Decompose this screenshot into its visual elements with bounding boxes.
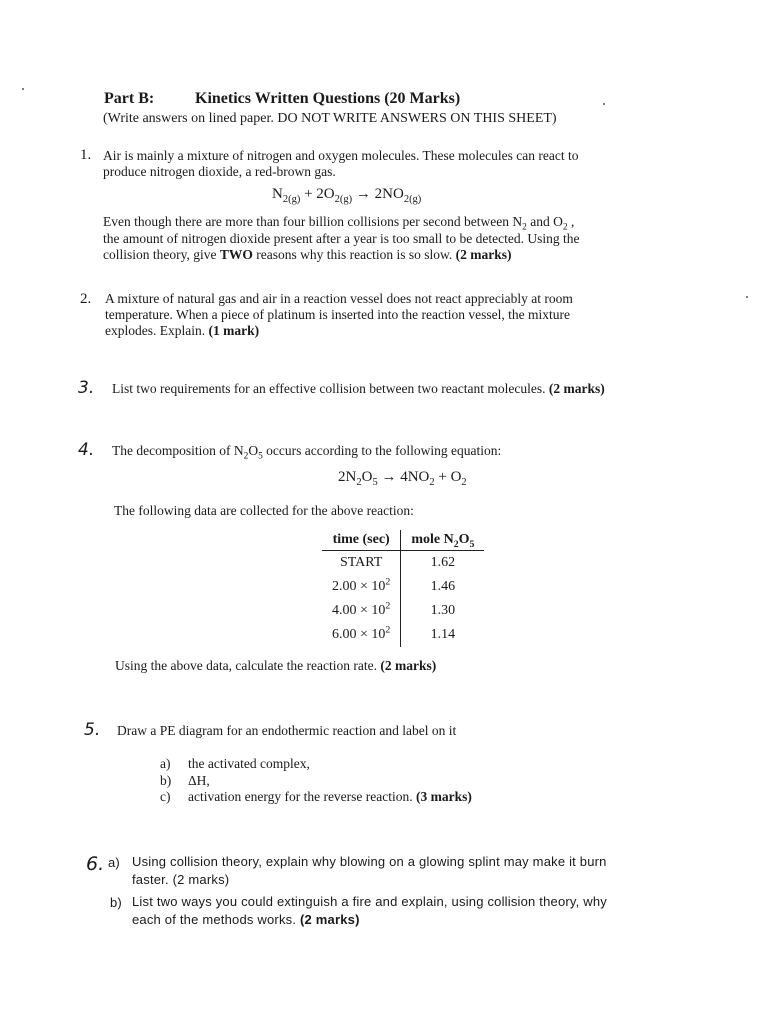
data-table-wrap	[322, 530, 484, 647]
q4-marks: (2 marks)	[380, 658, 437, 673]
q5-text: Draw a PE diagram for an endothermic reaction and label on it	[117, 723, 457, 738]
table-cell-time: $2.00 \times 10^2$	[322, 575, 401, 599]
q1-line4: the amount of nitrogen dioxide present after a year is too small to be detected. Using the	[103, 231, 580, 246]
q6-number: 6.	[86, 853, 105, 875]
table-cell-mole: 1.46	[430, 579, 456, 594]
table-row	[322, 551, 484, 576]
table-cell-time: $6.00 \times 10^2$	[322, 623, 401, 647]
q6-a-line1: Using collision theory, explain why blowing on a glowing splint may make it burn	[132, 854, 607, 869]
q6-b-line1: List two ways you could extinguish a fire and explain, using collision theory, why	[132, 894, 608, 909]
table-cell-mole: 1.30	[430, 603, 456, 618]
q6-a-label: a)	[108, 855, 120, 870]
q1-number: 1.	[80, 147, 92, 163]
q4-number: 4.	[78, 440, 95, 460]
q4-question: Using the above data, calculate the reaction rate. (2 marks)	[115, 658, 437, 673]
q6-a-line2: faster. (2 marks)	[132, 872, 230, 887]
q5-marks: (3 marks)	[416, 789, 472, 804]
q6-b-label: b)	[110, 895, 122, 910]
q4-intro: The decomposition of $N_2O_5$ occurs according to the following equation:	[112, 443, 502, 462]
q3-number: 3.	[78, 378, 95, 398]
q4-data-intro: The following data are collected for the above reaction:	[114, 503, 414, 518]
q2-line1: A mixture of natural gas and air in a reaction vessel does not react appreciably at room	[105, 291, 573, 306]
table-header-time: time (sec)	[322, 530, 401, 551]
table-row	[322, 623, 484, 647]
part-label: Part B:	[104, 90, 155, 107]
q5-item-a: a) the activated complex,	[160, 756, 310, 771]
table-row	[322, 575, 484, 599]
q5-item-b: b) ΔH,	[160, 773, 210, 788]
q1-marks: (2 marks)	[455, 247, 512, 262]
instructions: (Write answers on lined paper. DO NOT WRITE ANSWERS ON THIS SHEET)	[103, 111, 557, 126]
table-cell-mole: 1.14	[430, 627, 456, 642]
q1-line2: produce nitrogen dioxide, a red-brown gas.	[103, 164, 336, 179]
q2-line2: temperature. When a piece of platinum is inserted into the reaction vessel, the mixture	[105, 307, 570, 322]
scan-speck	[603, 103, 605, 105]
q1-line5: collision theory, give TWO reasons why this reaction is so slow. (2 marks)	[103, 247, 512, 262]
q1-line1: Air is mainly a mixture of nitrogen and oxygen molecules. These molecules can react to	[103, 148, 579, 163]
data-table	[322, 530, 484, 647]
table-cell-mole: 1.62	[430, 555, 456, 570]
q5-item-c: c) activation energy for the reverse reaction. (3 marks)	[160, 789, 472, 804]
q6-b-line2: each of the methods works. (2 marks)	[132, 912, 360, 927]
q1-equation: $N_{2(g)} + 2O_{2(g)} \to 2NO_{2(g)}$	[272, 186, 422, 205]
q2-number: 2.	[80, 291, 92, 307]
q3-marks: (2 marks)	[548, 381, 605, 396]
q5-number: 5.	[84, 720, 101, 740]
page-title: Kinetics Written Questions (20 Marks)	[195, 90, 461, 107]
table-header-mole: mole $N_2O_5$	[401, 530, 485, 551]
scan-speck	[22, 88, 24, 90]
q4-equation: $2N_2O_5 \to 4NO_2 + O_2$	[338, 469, 467, 488]
q2-line3: explodes. Explain. (1 mark)	[105, 323, 260, 338]
scan-speck	[746, 296, 748, 298]
table-row	[322, 599, 484, 623]
q3-text: List two requirements for an effective collision between two reactant molecules. (2 marks)	[112, 381, 605, 396]
q6-b-marks: (2 marks)	[299, 912, 360, 927]
q1-line3: Even though there are more than four billion collisions per second between $N_2$ and $O_2$ ,	[103, 214, 575, 233]
q2-marks: (1 mark)	[208, 323, 260, 338]
table-cell-time: $4.00 \times 10^2$	[322, 599, 401, 623]
table-cell-time: START	[322, 551, 401, 576]
